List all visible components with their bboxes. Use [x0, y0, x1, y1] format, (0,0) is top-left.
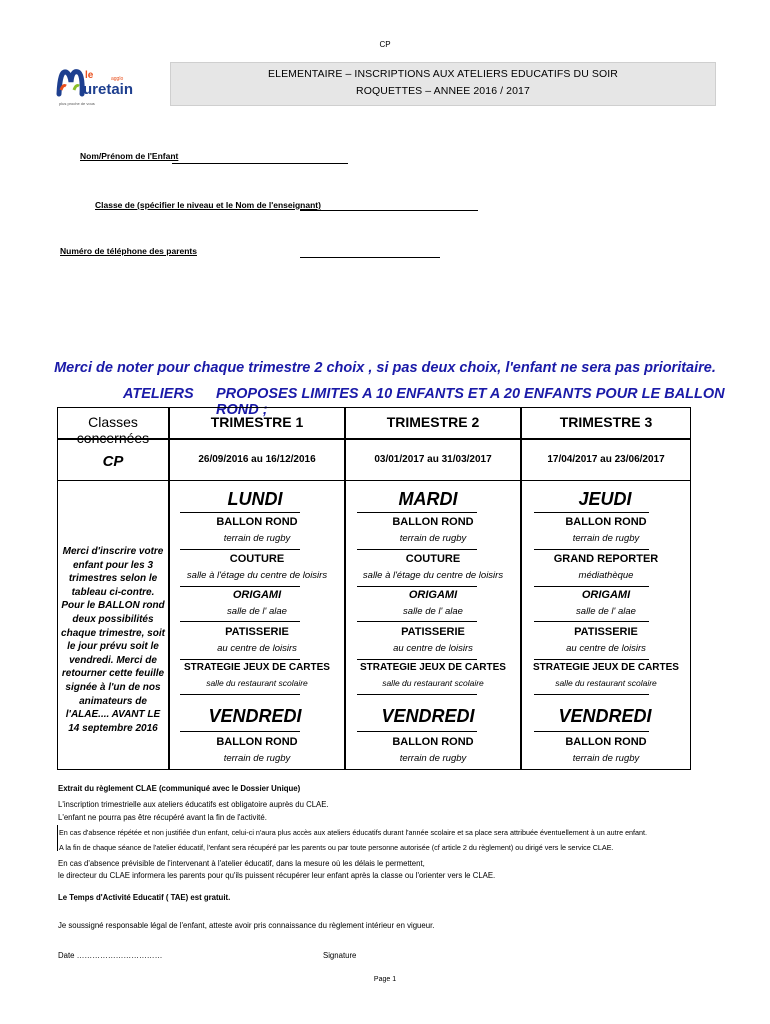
activity-t1-5: STRATEGIE JEUX DE CARTES	[184, 662, 330, 673]
trimester-2-header: TRIMESTRE 2	[345, 407, 521, 439]
place-t2-1: terrain de rugby	[399, 533, 467, 544]
title-box	[170, 62, 716, 106]
note-choices: Merci de noter pour chaque trimestre 2 choix , si pas deux choix, l'enfant ne sera pas prioritaire.	[54, 360, 716, 376]
rules-title: Extrait du règlement CLAE (communiqué avec le Dossier Unique)	[58, 784, 301, 793]
activity-t3-5: STRATEGIE JEUX DE CARTES	[533, 662, 679, 673]
class-label: Classe de (spécifier le niveau et le Nom de l'enseignant)	[95, 200, 321, 210]
place-t1-2: salle à l'étage du centre de loisirs	[186, 570, 328, 581]
title-line-1: ELEMENTAIRE – INSCRIPTIONS AUX ATELIERS EDUCATIFS DU SOIR	[268, 68, 618, 80]
friday-place-t1: terrain de rugby	[223, 753, 291, 764]
place-t1-5: salle du restaurant scolaire	[206, 678, 308, 688]
day-friday-t2: VENDREDI	[381, 706, 475, 726]
activity-t2-4: PATISSERIE	[401, 626, 465, 638]
class-value: CP	[102, 453, 124, 470]
place-t3-1: terrain de rugby	[572, 533, 640, 544]
name-label: Nom/Prénom de l'Enfant	[80, 151, 179, 161]
rules-line-6: le directeur du CLAE informera les parents pour qu'ils puissent récupérer leur enfant après la classe ou l'orienter vers le CLAE.	[58, 871, 496, 880]
trimester-2-dates: 03/01/2017 au 31/03/2017	[345, 439, 521, 481]
place-t2-2: salle à l'étage du centre de loisirs	[362, 570, 504, 581]
activity-t2-3: ORIGAMI	[408, 589, 458, 601]
activity-t3-2: GRAND REPORTER	[553, 553, 659, 565]
instructions-cell	[57, 481, 169, 770]
friday-activity-t1: BALLON ROND	[216, 736, 298, 748]
activity-t1-2: COUTURE	[229, 553, 285, 565]
class-field[interactable]	[300, 210, 478, 211]
title-line-2: ROQUETTES – ANNEE 2016 / 2017	[356, 85, 530, 97]
muretain-logo-icon	[57, 60, 134, 108]
classes-label: Classes concernées	[76, 414, 150, 446]
activity-t2-2: COUTURE	[405, 553, 461, 565]
trimester-1-header: TRIMESTRE 1	[169, 407, 345, 439]
phone-label: Numéro de téléphone des parents	[60, 246, 197, 256]
logo	[57, 60, 134, 108]
tae-note: Le Temps d'Activité Educatif ( TAE) est gratuit.	[58, 893, 231, 902]
svg-text:uretain: uretain	[83, 81, 134, 98]
classes-header-cell	[57, 407, 169, 446]
rules-line-2: L'enfant ne pourra pas être récupéré avant la fin de l'activité.	[58, 813, 267, 822]
friday-activity-t3: BALLON ROND	[565, 736, 647, 748]
rules-margin-bar	[57, 825, 58, 851]
friday-place-t3: terrain de rugby	[572, 753, 640, 764]
page-header: CP	[379, 40, 391, 49]
place-t3-3: salle de l' alae	[576, 606, 636, 617]
place-t3-5: salle du restaurant scolaire	[555, 678, 657, 688]
place-t2-4: au centre de loisirs	[393, 643, 473, 654]
activity-t1-4: PATISSERIE	[225, 626, 289, 638]
day-tuesday: MARDI	[398, 489, 458, 509]
signature-field[interactable]: Signature	[323, 951, 357, 960]
note-limits: PROPOSES LIMITES A 10 ENFANTS ET A 20 ENFANTS POUR LE BALLON ROND ;	[216, 386, 725, 418]
activity-t3-3: ORIGAMI	[581, 589, 631, 601]
rules-line-3: En cas d'absence répétée et non justifiée d'un enfant, celui-ci n'aura plus accès aux ateliers éducatifs durant l'année scolaire et sa place sera attribuée éventuellement à un autre enfant.	[59, 828, 648, 837]
place-t3-2: médiathèque	[578, 570, 634, 581]
rules-line-5: En cas d'absence prévisible de l'intervenant à l'atelier éducatif, dans la mesure où les délais le permettent,	[58, 859, 425, 868]
day-friday-t1: VENDREDI	[208, 706, 302, 726]
date-field[interactable]: Date ……………………………	[58, 951, 163, 960]
trimester-3-header: TRIMESTRE 3	[521, 407, 691, 439]
place-t1-3: salle de l' alae	[227, 606, 287, 617]
day-monday: LUNDI	[227, 489, 283, 509]
activity-t2-1: BALLON ROND	[392, 516, 474, 528]
svg-text:plus proche de vous: plus proche de vous	[59, 101, 95, 106]
note-ateliers: ATELIERS	[123, 386, 194, 402]
activity-t3-1: BALLON ROND	[565, 516, 647, 528]
attestation: Je soussigné responsable légal de l'enfant, atteste avoir pris connaissance du règlement intérieur en vigueur.	[58, 921, 435, 930]
page-number: Page 1	[373, 976, 397, 983]
place-t1-4: au centre de loisirs	[217, 643, 297, 654]
trimester-3-dates: 17/04/2017 au 23/06/2017	[521, 439, 691, 481]
friday-activity-t2: BALLON ROND	[392, 736, 474, 748]
rules-line-1: L'inscription trimestrielle aux ateliers éducatifs est obligatoire auprès du CLAE.	[58, 800, 329, 809]
activity-t1-3: ORIGAMI	[232, 589, 282, 601]
activity-t3-4: PATISSERIE	[574, 626, 638, 638]
place-t3-4: au centre de loisirs	[566, 643, 646, 654]
activity-t1-1: BALLON ROND	[216, 516, 298, 528]
place-t1-1: terrain de rugby	[223, 533, 291, 544]
instructions-text: Merci d'inscrire votre enfant pour les 3 trimestres selon le tableau ci-contre. Pour le BALLON rond deux possibilités chaque trimestre, soit le jour prévu soit le vendredi. Merci de retourner cette feuille signée à l'un de nos animateurs de l'ALAE.... AVANT LE 14 septembre 2016	[61, 546, 165, 734]
place-t2-5: salle du restaurant scolaire	[382, 678, 484, 688]
activity-t2-5: STRATEGIE JEUX DE CARTES	[360, 662, 506, 673]
day-friday-t3: VENDREDI	[558, 706, 652, 726]
place-t2-3: salle de l' alae	[403, 606, 463, 617]
svg-text:le: le	[85, 70, 94, 81]
rules-line-4: A la fin de chaque séance de l'atelier éducatif, l'enfant sera récupéré par les parents ou par toute personne autorisée (cf article 2 du règlement) ou dirigé vers le service CLAE.	[59, 843, 614, 852]
name-field[interactable]	[172, 163, 348, 164]
trimester-1-dates: 26/09/2016 au 16/12/2016	[169, 439, 345, 481]
class-value-cell	[57, 439, 169, 481]
friday-place-t2: terrain de rugby	[399, 753, 467, 764]
svg-text:agglo: agglo	[111, 76, 124, 82]
day-thursday: JEUDI	[578, 489, 632, 509]
phone-field[interactable]	[300, 257, 440, 258]
